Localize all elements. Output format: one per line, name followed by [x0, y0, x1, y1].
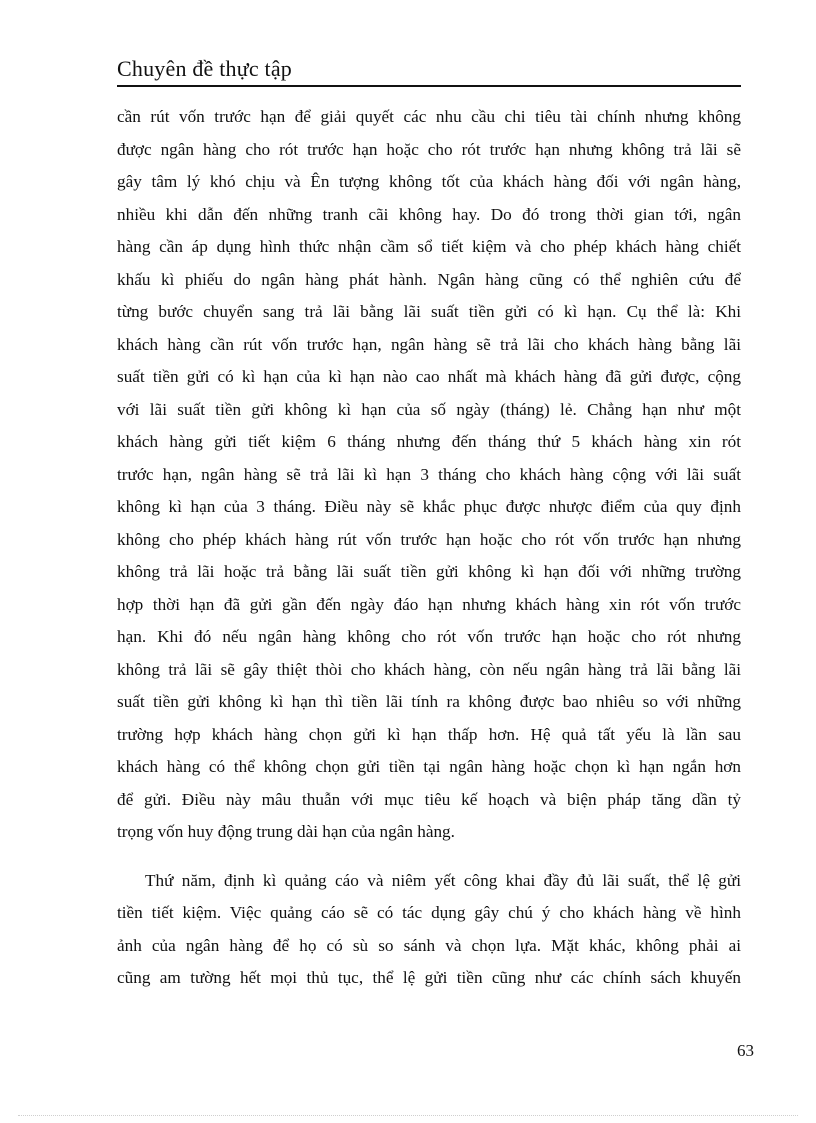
text-line: để gửi. Điều này mâu thuẫn với mục tiêu kế hoạch và biện pháp tăng dần tỷ [117, 789, 741, 809]
text-line: ảnh của ngân hàng để họ có sù so sánh và chọn lựa. Mặt khác, không phải ai [117, 935, 741, 955]
paragraph-spacer [117, 849, 741, 865]
page-number: 63 [737, 1041, 754, 1060]
text-line: trước hạn, ngân hàng sẽ trả lãi kì hạn 3 tháng cho khách hàng cộng với lãi suất [117, 464, 741, 484]
header-title: Chuyên đề thực tập [117, 56, 292, 81]
text-line: với lãi suất tiền gửi không kì hạn của số ngày (tháng) lẻ. Chẳng hạn như một [117, 399, 741, 419]
text-line: từng bước chuyển sang trả lãi bằng lãi suất tiền gửi có kì hạn. Cụ thể là: Khi [117, 302, 741, 321]
body-text [117, 101, 741, 995]
text-line: cũng am tường hết mọi thủ tục, thể lệ gửi tiền cũng như các chính sách khuyến [117, 968, 741, 987]
paragraph-1 [117, 101, 741, 849]
text-line: suất tiền gửi có kì hạn của kì hạn nào cao nhất mà khách hàng đã gửi được, cộng [117, 367, 741, 386]
text-line: suất tiền gửi không kì hạn thì tiền lãi tính ra không được bao nhiêu so với những [117, 692, 741, 711]
page-header [117, 55, 741, 83]
text-line: nhiều khi dẫn đến những tranh cãi không hay. Do đó trong thời gian tới, ngân [117, 204, 741, 224]
text-line: tiền tiết kiệm. Việc quảng cáo sẽ có tác dụng gây chú ý cho khách hàng về hình [117, 903, 741, 922]
paragraph-2 [117, 865, 741, 995]
text-line: hạn. Khi đó nếu ngân hàng không cho rót vốn trước hạn hoặc cho rót nhưng [117, 627, 741, 646]
text-line: được ngân hàng cho rót trước hạn hoặc cho rót trước hạn nhưng không trả lãi sẽ [117, 139, 741, 159]
text-line: hợp thời hạn đã gửi gần đến ngày đáo hạn nhưng khách hàng xin rót vốn trước [117, 594, 741, 614]
text-line: cần rút vốn trước hạn để giải quyết các nhu cầu chi tiêu tài chính nhưng không [117, 107, 741, 126]
text-line: khách hàng gửi tiết kiệm 6 tháng nhưng đến tháng thứ 5 khách hàng xin rót [117, 432, 741, 451]
text-line: gây tâm lý khó chịu và Ên tượng không tốt của khách hàng đối với ngân hàng, [117, 172, 741, 191]
text-line: trọng vốn huy động trung dài hạn của ngân hàng. [117, 822, 455, 841]
text-line: hàng cần áp dụng hình thức nhận cầm sổ tiết kiệm và cho phép khách hàng chiết [117, 237, 741, 256]
text-line: không cho phép khách hàng rút vốn trước hạn hoặc cho rót vốn trước hạn nhưng [117, 529, 741, 549]
text-line: không trả lãi sẽ gây thiệt thòi cho khách hàng, còn nếu ngân hàng trả lãi bằng lãi [117, 659, 741, 679]
page-bottom-divider [18, 1115, 798, 1116]
text-line: trường hợp khách hàng chọn gửi kì hạn thấp hơn. Hệ quả tất yếu là lần sau [117, 724, 741, 744]
text-line: khách hàng cần rút vốn trước hạn, ngân hàng sẽ trả lãi cho khách hàng bằng lãi [117, 334, 741, 354]
text-line: không kì hạn của 3 tháng. Điều này sẽ khắc phục được nhược điểm của quy định [117, 497, 741, 516]
text-line: Thứ năm, định kì quảng cáo và niêm yết công khai đầy đủ lãi suất, thể lệ gửi [145, 870, 741, 890]
text-line: khách hàng có thể không chọn gửi tiền tại ngân hàng hoặc chọn kì hạn ngắn hơn [117, 757, 741, 776]
text-line: không trả lãi hoặc trả bằng lãi suất tiền gửi không kì hạn đối với những trường [117, 562, 741, 581]
text-line: khấu kì phiếu do ngân hàng phát hành. Ngân hàng cũng có thể nghiên cứu để [117, 269, 741, 289]
header-rule [117, 85, 741, 87]
